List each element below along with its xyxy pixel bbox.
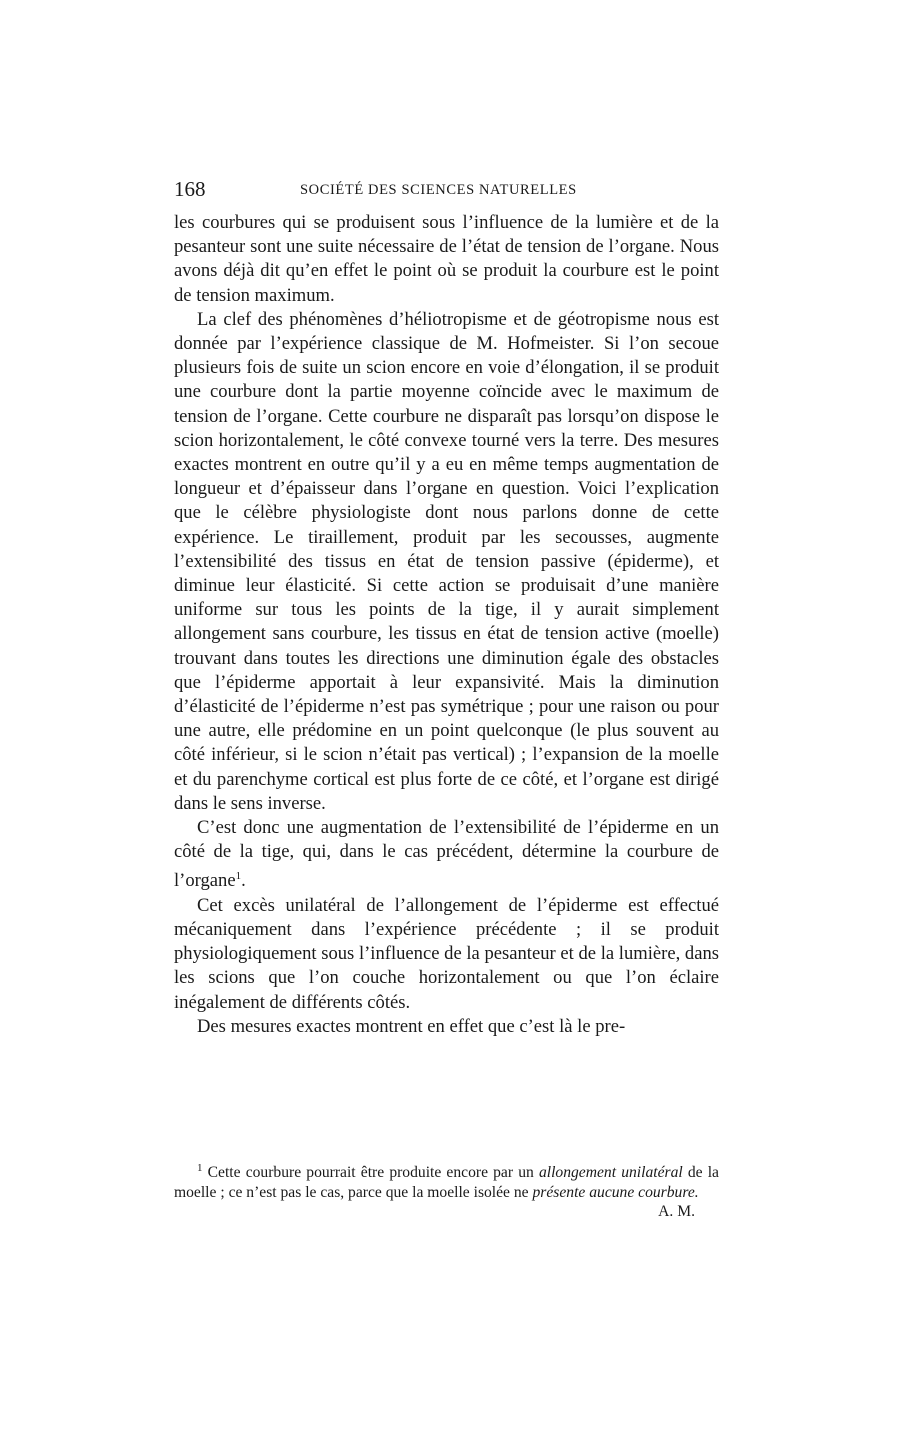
footnote-text-b: de la moelle ; ce n’est pas le cas, parce que la moelle isolée ne: [174, 1164, 719, 1201]
footnote-marker: 1: [197, 1162, 203, 1174]
running-header: [174, 176, 719, 202]
footnote-emphasis-b: présente aucune courbure.: [532, 1183, 699, 1201]
paragraph-3-end: .: [241, 870, 246, 892]
paragraph-3-text: C’est donc une augmentation de l’extensibilité de l’épiderme en un côté de la tige, qui, dans le cas précédent, détermine la courbure de l’organe: [174, 817, 719, 892]
paragraph-1: les courbures qui se produisent sous l’influence de la lumière et de la pesanteur sont une suite nécessaire de l’état de tension de l’organe. Nous avons déjà dit qu’en effet le point où se produit la courbure est le point de tension maximum.: [174, 212, 719, 306]
footnote-signature: A. M.: [658, 1203, 695, 1221]
paragraph-5: Des mesures exactes montrent en effet que c’est là le pre-: [197, 1015, 626, 1037]
main-text: [174, 211, 719, 1039]
paragraph-4: Cet excès unilatéral de l’allongement de l’épiderme est effectué mécaniquement dans l’expérience précédente ; il se produit physiologiquement sous l’influence de la pesanteur et de la lumière, dans les scions que l’on couche horizontalement ou que l’on éclaire inégalement de différents côtés.: [174, 894, 719, 1013]
paragraph-3: [174, 816, 719, 894]
footnote-text: [174, 1159, 719, 1221]
footnote: [174, 1159, 719, 1222]
footnote-reference: 1: [235, 870, 242, 883]
page-number: 168: [174, 177, 206, 201]
paragraph-2: La clef des phénomènes d’héliotropisme et de géotropisme nous est donnée par l’expérience classique de M. Hofmeister. Si l’on secoue plusieurs fois de suite un scion encore en voie d’élongation, il se produit une courbure dont la partie moyenne coïncide avec le maximum de tension de l’organe. Cette courbure ne disparaît pas lorsqu’on dispose le scion horizontalement, le côté convexe tourné vers la terre. Des mesures exactes montrent en outre qu’il y a eu en même temps augmentation de longueur et d’épaisseur dans l’organe en question. Voici l’explication que le célèbre physiologiste dont nous parlons donne de cette expérience. Le tiraillement, produit par les secousses, augmente l’extensibilité des tissus en état de tension passive (épiderme), et diminue leur élasticité. Si cette action se produisait d’une manière uniforme sur tous les points de la tige, il y aurait simplement allongement sans courbure, les tissus en état de tension active (moelle) trouvant dans toutes les directions une diminution égale des obstacles que l’épiderme apportait à leur expansivité. Mais la diminution d’élasticité de l’épiderme n’est pas symétrique ; pour une raison ou pour une autre, elle prédomine en un point quelconque (le plus souvent au côté inférieur, si le scion n’était pas vertical) ; l’expansion de la moelle et du parenchyme cortical est plus forte de ce côté, et l’organe est dirigé dans le sens inverse.: [174, 308, 719, 814]
footnote-emphasis-a: allongement unilatéral: [538, 1164, 683, 1182]
running-title: SOCIÉTÉ DES SCIENCES NATURELLES: [300, 182, 577, 198]
footnote-text-a: Cette courbure pourrait être produite encore par un: [202, 1164, 539, 1182]
